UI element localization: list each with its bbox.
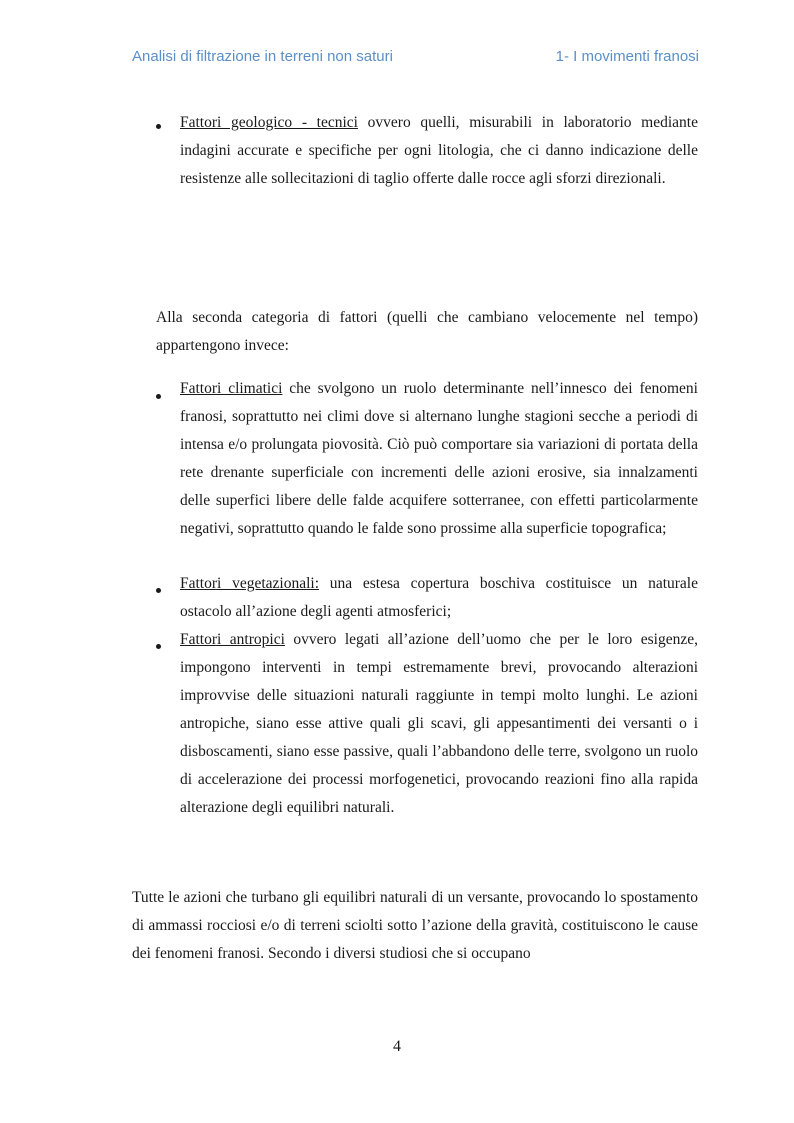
term-description: ovvero legati all’azione dell’uomo che per le loro esigenze, impongono interventi in tempi estremamente brevi, provocando alterazioni improvvise delle situazioni naturali raggiunte in tempi molto lunghi. Le azioni antropiche, siano esse attive quali gli scavi, gli appesantimenti dei versanti o i disboscamenti, siano esse passive, quali l’abbandono delle terre, svolgono un ruolo di accelerazione dei processi morfogenetici, provocando reazioni fino alla rapida alterazione degli equilibri naturali. — [180, 631, 699, 816]
term-description: che svolgono un ruolo determinante nell’innesco dei fenomeni franosi, soprattutto nei climi dove si alternano lunghe stagioni secche a periodi di intensa e/o prolungata piovosità. Ciò può comportare sia variazioni di portata della rete drenante superficiale con incrementi delle azioni erosive, sia innalzamenti delle superfici libere delle falde acquifere sotterranee, con effetti particolarmente negativi, soprattutto quando le falde sono prossime alla superficie topografica; — [180, 380, 698, 537]
bullet-marker — [156, 124, 161, 129]
list-item-climatic-factors — [180, 375, 698, 543]
list-item-vegetational-factors — [180, 570, 698, 626]
bullet-marker — [156, 588, 161, 593]
page-number: 4 — [393, 1038, 401, 1055]
list-item-anthropic-factors — [180, 626, 698, 822]
closing-paragraph: Tutte le azioni che turbano gli equilibri naturali di un versante, provocando lo spostamento di ammassi rocciosi e/o di terreni sciolti sotto l’azione della gravità, costituiscono le cause dei fenomeni franosi. Secondo i diversi studiosi che si occupano — [132, 889, 698, 962]
term-description: una estesa copertura boschiva costituisce un naturale ostacolo all’azione degli agenti atmosferici; — [180, 575, 698, 620]
term-description: ovvero quelli, misurabili in laboratorio mediante indagini accurate e specifiche per ogni litologia, che ci danno indicazione delle resistenze alle sollecitazioni di taglio offerte dalle rocce agli sforzi direzionali. — [180, 114, 698, 187]
list-item-geologic-factors — [180, 109, 698, 193]
term-label: Fattori antropici — [180, 631, 285, 648]
header-chapter-title: 1- I movimenti franosi — [555, 48, 699, 65]
running-header — [132, 48, 699, 65]
bullet-marker — [156, 394, 161, 399]
header-document-title: Analisi di filtrazione in terreni non saturi — [132, 48, 393, 65]
term-label: Fattori geologico - tecnici — [180, 114, 358, 131]
bullet-marker — [156, 644, 161, 649]
term-label: Fattori vegetazionali: — [180, 575, 319, 592]
intro-paragraph: Alla seconda categoria di fattori (quelli che cambiano velocemente nel tempo) appartengono invece: — [156, 309, 698, 354]
term-label: Fattori climatici — [180, 380, 283, 397]
